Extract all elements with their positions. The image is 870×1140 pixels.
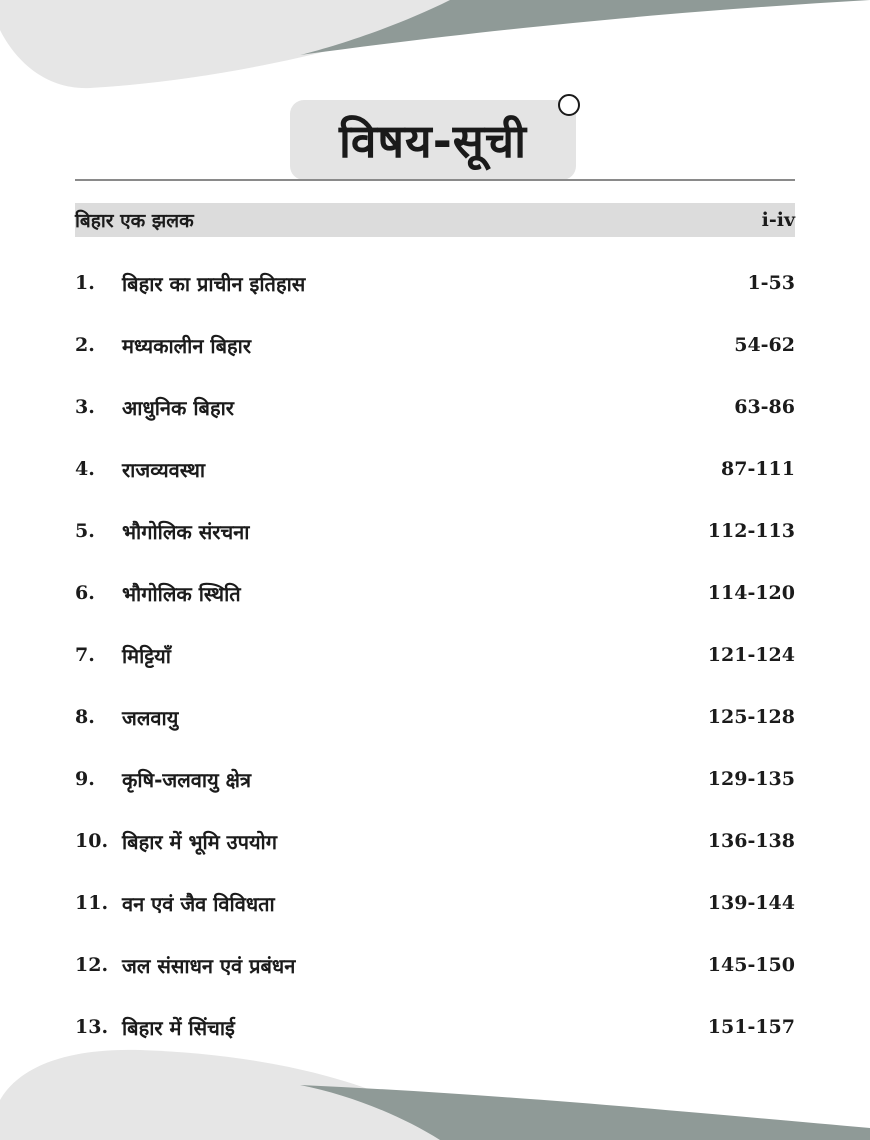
toc-number: 6. [75,582,95,604]
toc-item[interactable] [75,252,795,314]
toc-number: 5. [75,520,95,542]
toc-number: 4. [75,458,95,480]
toc-list [75,252,795,1058]
toc-pages: 121-124 [707,644,795,666]
intro-row[interactable] [75,203,795,237]
header-divider [75,179,795,181]
toc-pages: 54-62 [734,334,795,356]
toc-pages: 139-144 [707,892,795,914]
toc-title: भौगोलिक संरचना [122,519,250,544]
toc-title: राजव्यवस्था [122,457,206,482]
toc-item[interactable] [75,810,795,872]
toc-number: 7. [75,644,95,666]
toc-pages: 112-113 [707,520,795,542]
toc-title: कृषि-जलवायु क्षेत्र [122,767,252,792]
circle-icon [558,94,580,116]
toc-item[interactable] [75,686,795,748]
toc-title: मध्यकालीन बिहार [122,333,252,358]
toc-pages: 63-86 [734,396,795,418]
toc-title: जलवायु [122,705,179,730]
toc-item[interactable] [75,438,795,500]
top-light-wave [0,0,470,88]
toc-pages: 87-111 [721,458,795,480]
toc-title: वन एवं जैव विविधता [122,891,275,916]
toc-number: 11. [75,892,109,914]
toc-pages: 129-135 [707,768,795,790]
toc-number: 2. [75,334,95,356]
toc-title: मिट्टियाँ [122,643,171,668]
toc-number: 9. [75,768,95,790]
toc-pages: 1-53 [747,272,795,294]
toc-pages: 114-120 [707,582,795,604]
toc-number: 3. [75,396,95,418]
page-title: विषय-सूची [338,114,528,168]
toc-pages: 136-138 [707,830,795,852]
toc-pages: 125-128 [707,706,795,728]
toc-number: 1. [75,272,95,294]
toc-item[interactable] [75,314,795,376]
intro-label: बिहार एक झलक [75,210,194,232]
toc-number: 12. [75,954,109,976]
toc-title: बिहार में भूमि उपयोग [122,829,277,854]
toc-title: आधुनिक बिहार [122,395,234,420]
toc-number: 10. [75,830,109,852]
toc-item[interactable] [75,748,795,810]
toc-title: भौगोलिक स्थिति [122,581,241,606]
toc-item[interactable] [75,934,795,996]
toc-title: बिहार का प्राचीन इतिहास [122,271,306,296]
toc-item[interactable] [75,996,795,1058]
toc-title: बिहार में सिंचाई [122,1015,235,1040]
toc-item[interactable] [75,376,795,438]
toc-pages: 145-150 [707,954,795,976]
intro-pages: i-iv [761,209,795,231]
toc-title: जल संसाधन एवं प्रबंधन [122,953,296,978]
toc-item[interactable] [75,500,795,562]
toc-item[interactable] [75,562,795,624]
toc-item[interactable] [75,872,795,934]
title-box [290,100,576,180]
toc-number: 8. [75,706,95,728]
toc-pages: 151-157 [707,1016,795,1038]
toc-item[interactable] [75,624,795,686]
toc-number: 13. [75,1016,109,1038]
